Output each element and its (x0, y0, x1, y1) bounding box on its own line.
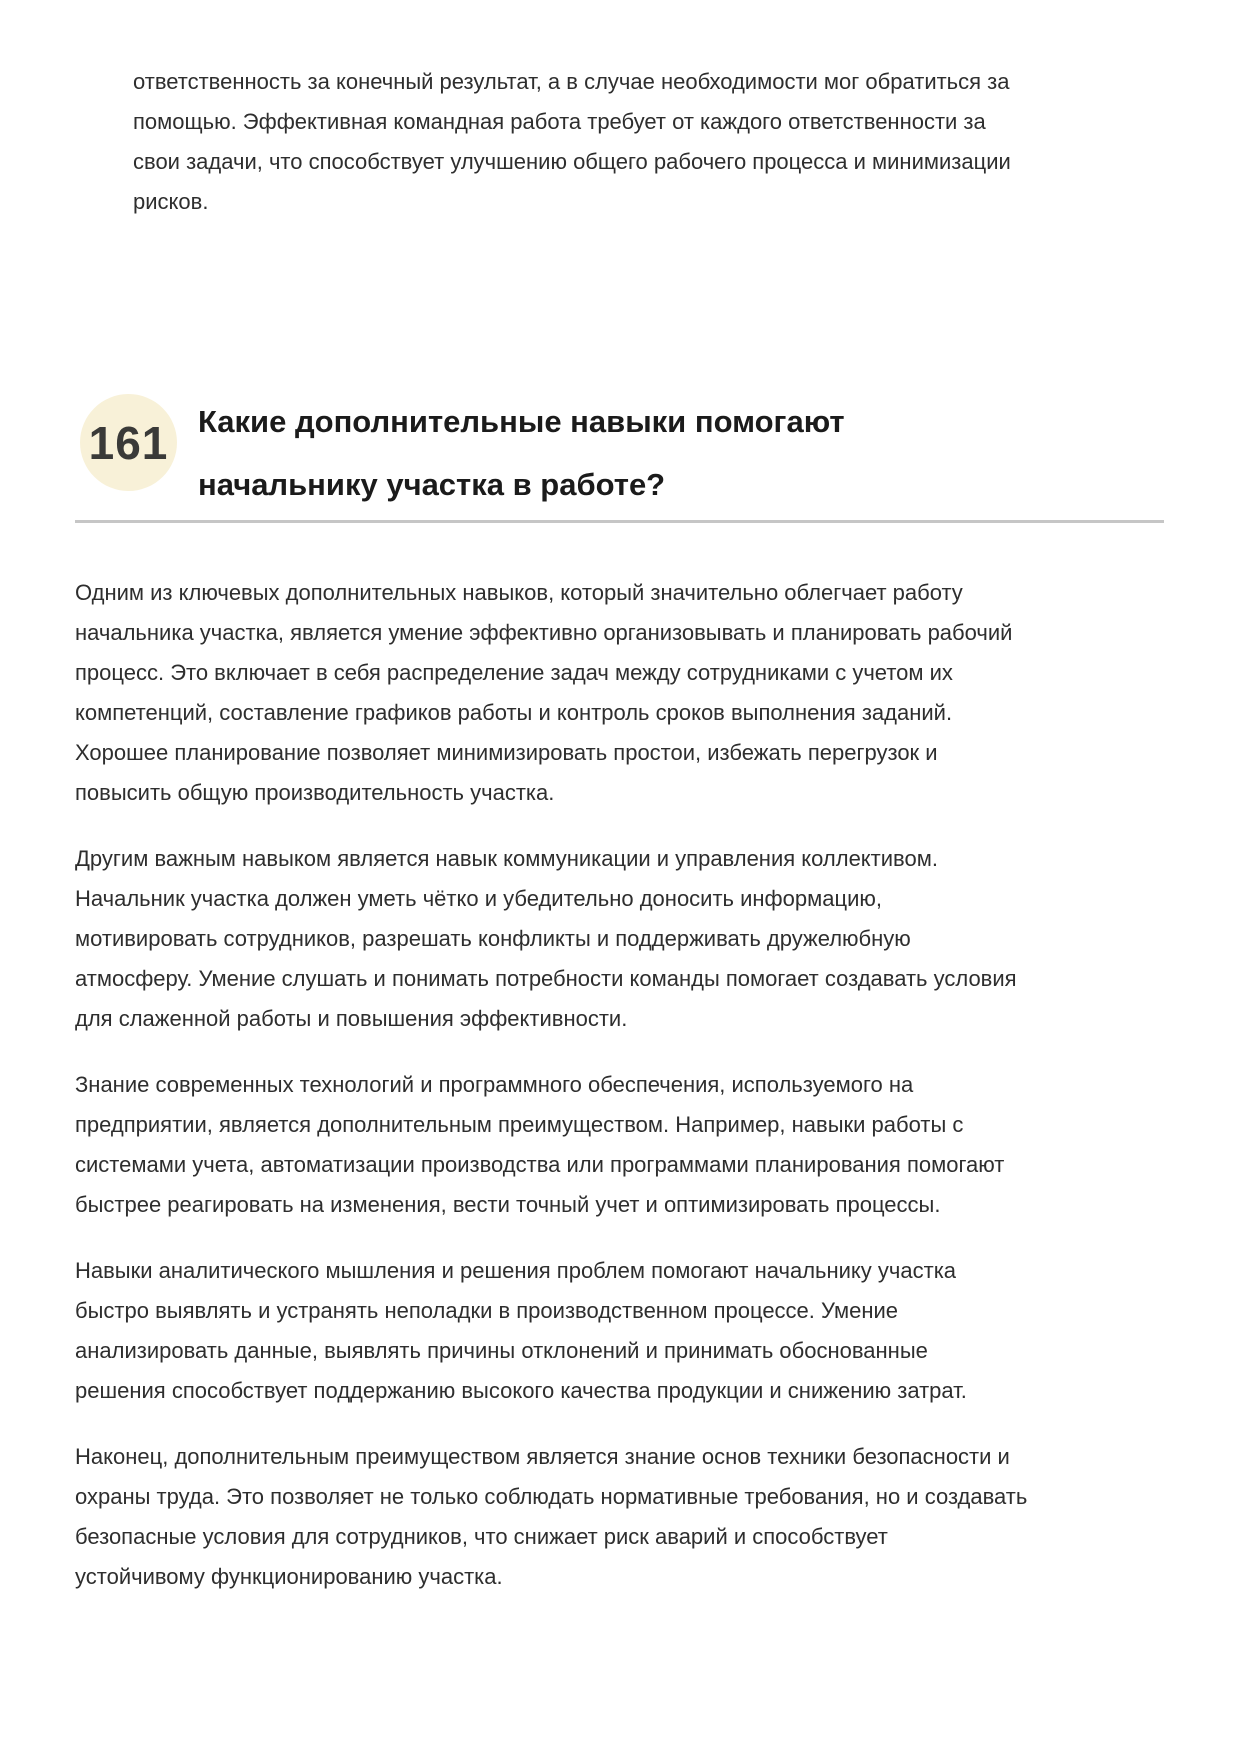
text-line: анализировать данные, выявлять причины отклонений и принимать обоснованные (75, 1338, 928, 1363)
paragraph (75, 1437, 1164, 1597)
text-line: свои задачи, что способствует улучшению общего рабочего процесса и минимизации (133, 149, 1011, 174)
document-page (0, 62, 1239, 1753)
question-title-line: Какие дополнительные навыки помогают (198, 404, 845, 439)
text-line: охраны труда. Это позволяет не только соблюдать нормативные требования, но и создавать (75, 1484, 1028, 1509)
text-line: помощью. Эффективная командная работа требует от каждого ответственности за (133, 109, 986, 134)
text-line: Хорошее планирование позволяет минимизировать простои, избежать перегрузок и (75, 740, 938, 765)
answer-body (75, 573, 1164, 1597)
text-line: Начальник участка должен уметь чётко и убедительно доносить информацию, (75, 886, 882, 911)
paragraph (75, 1251, 1164, 1411)
text-line: Наконец, дополнительным преимуществом является знание основ техники безопасности и (75, 1444, 1010, 1469)
text-line: быстрее реагировать на изменения, вести точный учет и оптимизировать процессы. (75, 1192, 941, 1217)
text-line: мотивировать сотрудников, разрешать конфликты и поддерживать дружелюбную (75, 926, 911, 951)
question-title (198, 390, 845, 516)
text-line: ответственность за конечный результат, а в случае необходимости мог обратиться за (133, 69, 1010, 94)
section-divider (75, 520, 1164, 523)
text-line: атмосферу. Умение слушать и понимать потребности команды помогает создавать условия (75, 966, 1017, 991)
text-line: устойчивому функционированию участка. (75, 1564, 503, 1589)
text-line: быстро выявлять и устранять неполадки в производственном процессе. Умение (75, 1298, 899, 1323)
paragraph (75, 839, 1164, 1039)
text-line: Одним из ключевых дополнительных навыков, который значительно облегчает работу (75, 580, 963, 605)
question-number-badge (80, 394, 177, 491)
question-number: 161 (88, 416, 169, 469)
page-content (0, 62, 1239, 1597)
text-line: Знание современных технологий и программного обеспечения, используемого на (75, 1072, 914, 1097)
text-line: процесс. Это включает в себя распределение задач между сотрудниками с учетом их (75, 660, 953, 685)
text-line: повысить общую производительность участка. (75, 780, 555, 805)
text-line: компетенций, составление графиков работы и контроль сроков выполнения заданий. (75, 700, 953, 725)
text-line: системами учета, автоматизации производства или программами планирования помогают (75, 1152, 1005, 1177)
text-line: начальника участка, является умение эффективно организовывать и планировать рабочий (75, 620, 1013, 645)
question-title-line: начальнику участка в работе? (198, 467, 666, 502)
paragraph (75, 573, 1164, 813)
intro-paragraph (133, 62, 1133, 222)
text-line: предприятии, является дополнительным преимуществом. Например, навыки работы с (75, 1112, 964, 1137)
text-line: для слаженной работы и повышения эффективности. (75, 1006, 628, 1031)
question-section (75, 390, 1164, 516)
text-line: безопасные условия для сотрудников, что снижает риск аварий и способствует (75, 1524, 888, 1549)
text-line: рисков. (133, 189, 209, 214)
paragraph (75, 1065, 1164, 1225)
text-line: Другим важным навыком является навык коммуникации и управления коллективом. (75, 846, 938, 871)
text-line: решения способствует поддержанию высокого качества продукции и снижению затрат. (75, 1378, 967, 1403)
text-line: Навыки аналитического мышления и решения проблем помогают начальнику участка (75, 1258, 957, 1283)
